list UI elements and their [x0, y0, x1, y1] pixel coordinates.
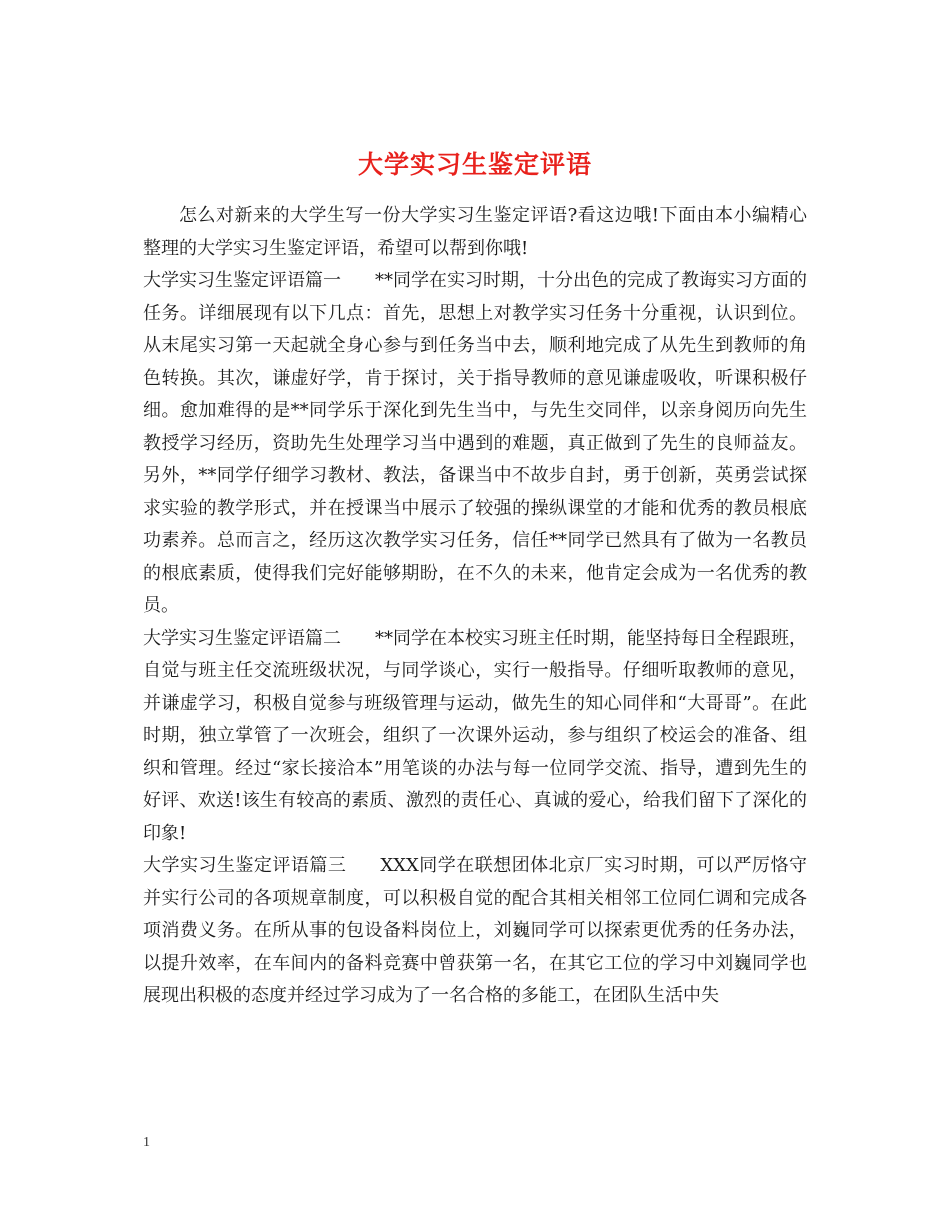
- document-title: 大学实习生鉴定评语: [357, 149, 592, 179]
- section-paragraph-3: [143, 850, 807, 1013]
- intro-paragraph: 怎么对新来的大学生写一份大学实习生鉴定评语?看这边哦!下面由本小编精心整理的大学实习生鉴定评语，希望可以帮到你哦!: [143, 205, 807, 259]
- section-heading-2: 大学实习生鉴定评语篇二: [143, 627, 341, 649]
- section-paragraph-1: [143, 265, 807, 623]
- section-text-3: XXX同学在联想团体北京厂实习时期，可以严厉恪守并实行公司的各项规章制度，可以积极自觉的配合其相关相邻工位同仁调和完成各项消费义务。在所从事的包设备料岗位上，刘巍同学可以探索更优秀的任务办法，以提升效率，在车间内的备料竞赛中曾获第一名，在其它工位的学习中刘巍同学也展现出积极的态度并经过学习成为了一名合格的多能工，在团队生活中失: [143, 855, 807, 1006]
- section-heading-1: 大学实习生鉴定评语篇一: [143, 270, 341, 291]
- section-text-1: **同学在实习时期，十分出色的完成了教诲实习方面的任务。详细展现有以下几点：首先，思想上对教学实习任务十分重视，认识到位。从末尾实习第一天起就全身心参与到任务当中去，顺利地完成了从先生到教师的角色转换。其次，谦虚好学，肯于探讨，关于指导教师的意见谦虚吸收，听课积极仔细。愈加难得的是**同学乐于深化到先生当中，与先生交同伴，以亲身阅历向先生教授学习经历，资助先生处理学习当中遇到的难题，真正做到了先生的良师益友。另外，**同学仔细学习教材、教法，备课当中不故步自封，勇于创新，英勇尝试探求实验的教学形式，并在授课当中展示了较强的操纵课堂的才能和优秀的教员根底功素养。总而言之，经历这次教学实习任务，信任**同学已然具有了做为一名教员的根底素质，使得我们完好能够期盼，在不久的未来，他肯定会成为一名优秀的教员。: [143, 270, 807, 616]
- section-text-2: **同学在本校实习班主任时期，能坚持每日全程跟班，自觉与班主任交流班级状况，与同学谈心，实行一般指导。仔细听取教师的意见，并谦虚学习，积极自觉参与班级管理与运动，做先生的知心同伴和“大哥哥”。在此时期，独立掌管了一次班会，组织了一次课外运动，参与组织了校运会的准备、组织和管理。经过“家长接洽本”用笔谈的办法与每一位同学交流、指导，遭到先生的好评、欢送!该生有较高的素质、激烈的责任心、真诚的爱心，给我们留下了深化的印象!: [143, 627, 807, 844]
- page-number: 1: [143, 1135, 150, 1150]
- section-heading-3: 大学实习生鉴定评语篇三: [143, 855, 347, 876]
- document-body: [143, 200, 807, 1013]
- section-paragraph-2: [143, 623, 807, 851]
